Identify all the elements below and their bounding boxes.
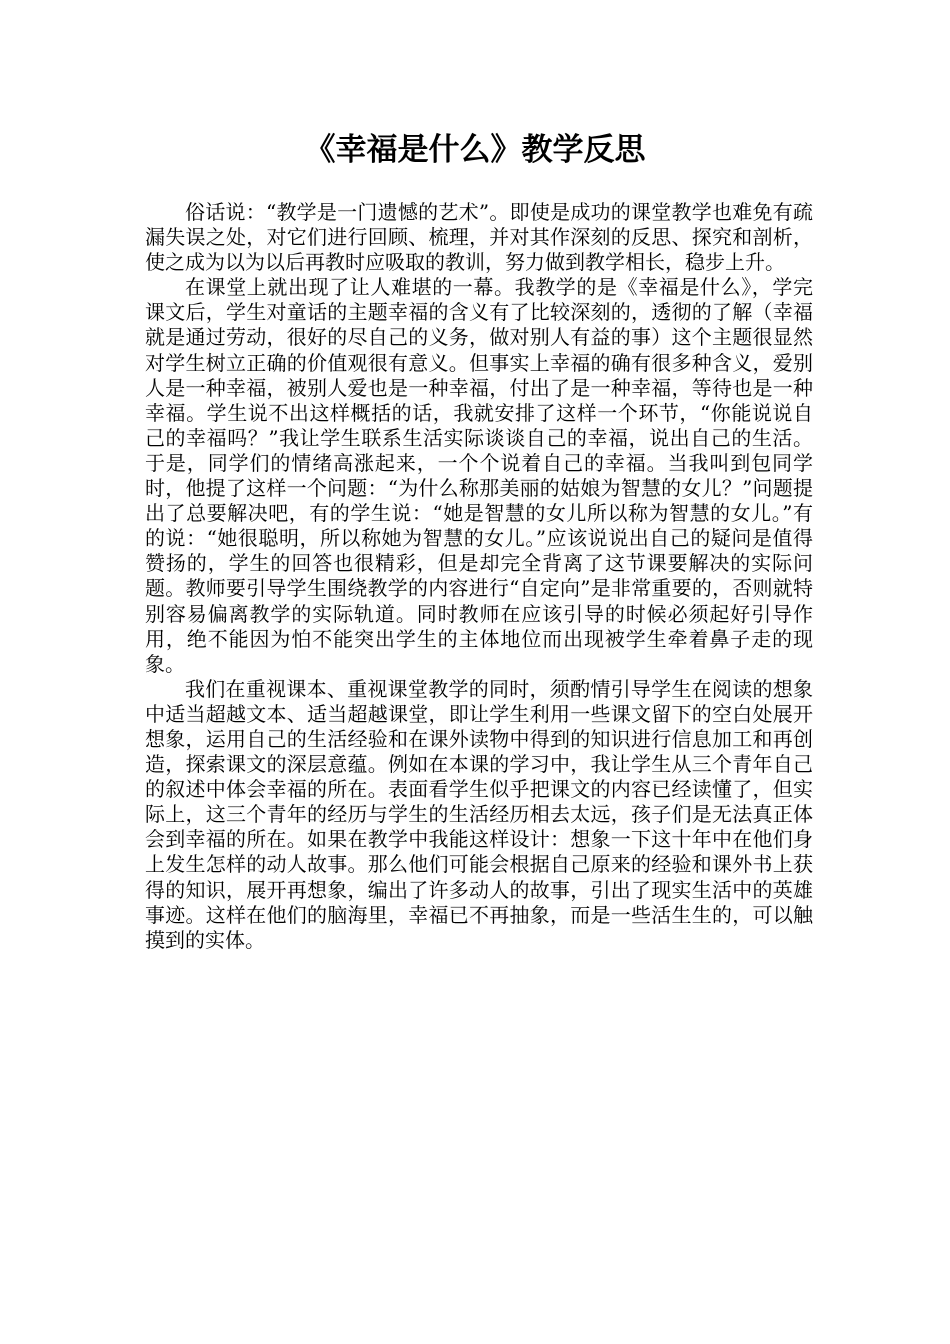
paragraph-imagination: 我们在重视课本、重视课堂教学的同时，须酌情引导学生在阅读的想象中适当超越文本、适当超越课堂，即让学生利用一些课文留下的空白处展开想象，运用自己的生活经验和在课外读物中得到的知识进行信息加工和再创造，探索课文的深层意蕴。例如在本课的学习中，我让学生从三个青年自己的叙述中体会幸福的所在。表面看学生似乎把课文的内容已经读懂了，但实际上，这三个青年的经历与学生的生活经历相去太远，孩子们是无法真正体会到幸福的所在。如果在教学中我能这样设计：想象一下这十年中在他们身上发生怎样的动人故事。那么他们可能会根据自己原来的经验和课外书上获得的知识，展开再想象，编出了许多动人的故事，引出了现实生活中的英雄事迹。这样在他们的脑海里，幸福已不再抽象，而是一些活生生的，可以触摸到的实体。 <box>145 676 813 952</box>
paragraph-classroom-incident: 在课堂上就出现了让人难堪的一幕。我教学的是《幸福是什么》，学完课文后，学生对童话的主题幸福的含义有了比较深刻的，透彻的了解（幸福就是通过劳动，很好的尽自己的义务，做对别人有益的事）这个主题很显然对学生树立正确的价值观很有意义。但事实上幸福的确有很多种含义，爱别人是一种幸福，被别人爱也是一种幸福，付出了是一种幸福，等待也是一种幸福。学生说不出这样概括的话，我就安排了这样一个环节，“你能说说自己的幸福吗？”我让学生联系生活实际谈谈自己的幸福，说出自己的生活。于是，同学们的情绪高涨起来，一个个说着自己的幸福。当我叫到包同学时，他提了这样一个问题：“为什么称那美丽的姑娘为智慧的女儿？”问题提出了总要解决吧，有的学生说：“她是智慧的女儿所以称为智慧的女儿。”有的说：“她很聪明，所以称她为智慧的女儿。”应该说说出自己的疑问是值得赞扬的，学生的回答也很精彩，但是却完全背离了这节课要解决的实际问题。教师要引导学生围绕教学的内容进行“自定向”是非常重要的，否则就特别容易偏离教学的实际轨道。同时教师在应该引导的时候必须起好引导作用，绝不能因为怕不能突出学生的主体地位而出现被学生牵着鼻子走的现象。 <box>145 275 813 676</box>
paragraph-intro: 俗话说：“教学是一门遗憾的艺术”。即使是成功的课堂教学也难免有疏漏失误之处，对它们进行回顾、梳理，并对其作深刻的反思、探究和剖析，使之成为以为以后再教时应吸取的教训，努力做到教学相长，稳步上升。 <box>145 200 813 275</box>
document-body <box>145 200 813 953</box>
document-title: 《幸福是什么》教学反思 <box>304 132 646 168</box>
